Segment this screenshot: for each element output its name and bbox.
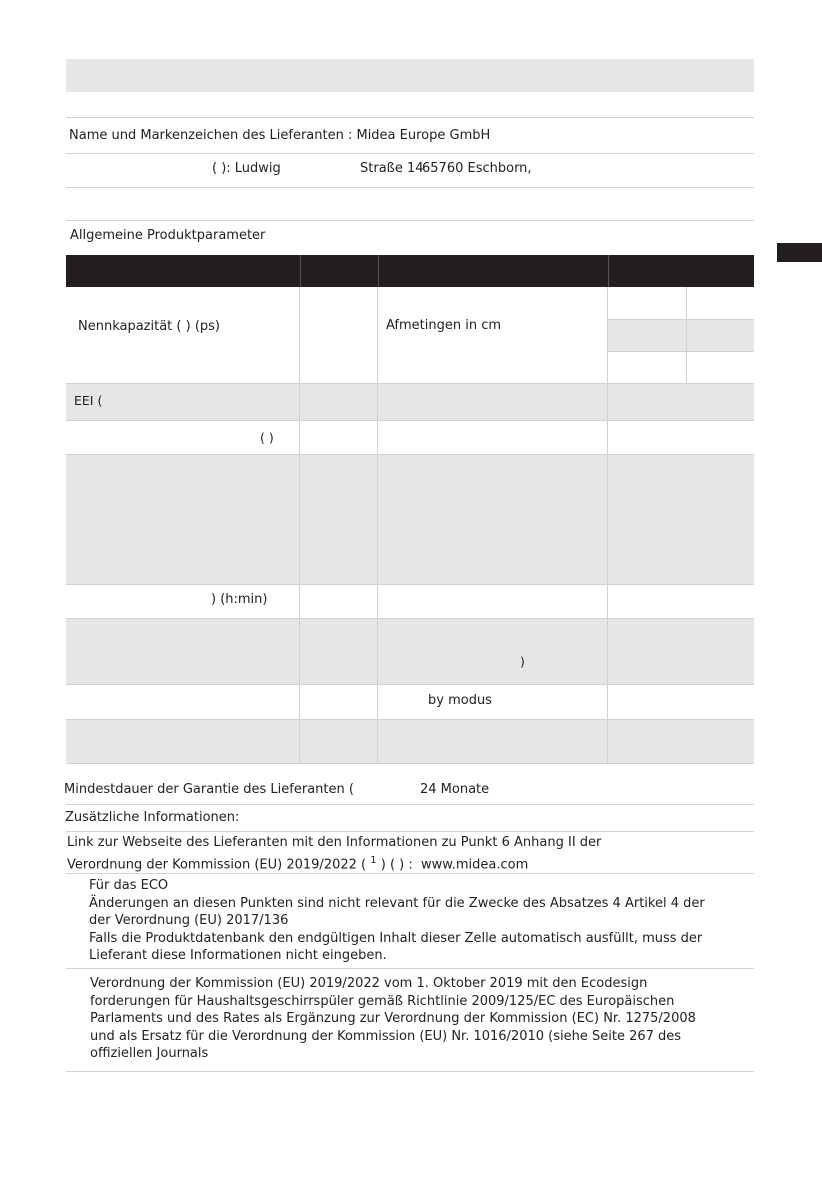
divider <box>66 220 754 221</box>
table-cell <box>300 287 378 384</box>
supplier-website-link[interactable]: www.midea.com <box>421 857 529 873</box>
table-cell <box>608 320 687 352</box>
table-cell <box>687 287 754 320</box>
table-cell <box>608 585 754 619</box>
supplier-address-street: Straße 14 <box>360 161 424 176</box>
divider <box>66 831 754 832</box>
table-cell <box>66 685 300 720</box>
warranty-label: Mindestdauer der Garantie des Lieferanten ( <box>64 782 354 797</box>
table-cell <box>300 384 378 421</box>
warranty-value: 24 Monate <box>420 782 490 797</box>
note-line: Für das ECO <box>89 878 169 893</box>
table-cell <box>608 685 754 720</box>
note-line: offiziellen Journals <box>90 1046 209 1061</box>
divider <box>66 187 754 188</box>
divider <box>66 968 754 969</box>
table-cell <box>687 320 754 352</box>
table-cell <box>608 384 754 421</box>
table-cell <box>378 619 608 685</box>
row6-right-label: ) <box>520 654 525 669</box>
dimensions-label: Afmetingen in cm <box>386 318 502 333</box>
title-band <box>66 59 754 92</box>
link-line2 <box>67 853 528 873</box>
side-tab <box>777 243 822 262</box>
note-line: Änderungen an diesen Punkten sind nicht relevant für die Zwecke des Absatzes 4 Artikel 4 der <box>89 895 705 911</box>
table-cell <box>608 455 754 585</box>
table-cell <box>300 720 378 764</box>
capacity-label: Nennkapazität ( ) (ps) <box>78 319 220 334</box>
table-cell <box>300 421 378 455</box>
note-line: Falls die Produktdatenbank den endgültigen Inhalt dieser Zelle automatisch ausfüllt, muss der <box>89 930 703 946</box>
divider <box>66 804 754 805</box>
table-row <box>66 287 300 384</box>
section-title: Allgemeine Produktparameter <box>70 228 266 243</box>
table-cell <box>300 455 378 585</box>
additional-info-label: Zusätzliche Informationen: <box>65 810 240 825</box>
table-cell <box>378 685 608 720</box>
divider <box>66 1071 754 1072</box>
table-header <box>66 255 754 287</box>
link-line1: Link zur Webseite des Lieferanten mit den Informationen zu Punkt 6 Anhang II der <box>67 835 602 850</box>
note-line: Verordnung der Kommission (EU) 2019/2022 vom 1. Oktober 2019 mit den Ecodesign <box>90 976 648 991</box>
divider <box>66 117 754 118</box>
link-line2-prefix: Verordnung der Kommission (EU) 2019/2022 ( <box>67 857 367 873</box>
row3-label: ( ) <box>260 430 274 445</box>
table-cell <box>378 287 608 384</box>
table-cell <box>300 585 378 619</box>
standby-label: by modus <box>428 693 492 708</box>
note-line: Lieferant diese Informationen nicht eingeben. <box>89 948 387 963</box>
table-cell <box>378 455 608 585</box>
note-line: forderungen für Haushaltsgeschirrspüler gemäß Richtlinie 2009/125/EC des Europäischen <box>90 993 675 1009</box>
table-cell <box>300 619 378 685</box>
table-cell <box>687 352 754 384</box>
table-cell <box>66 619 300 685</box>
supplier-address-prefix: ( ): Ludwig <box>212 161 281 176</box>
table-cell <box>66 720 300 764</box>
table-cell <box>66 455 300 585</box>
duration-label: ) (h:min) <box>211 592 268 607</box>
note-line: Parlaments und des Rates als Ergänzung zur Verordnung der Kommission (EC) Nr. 1275/2008 <box>90 1011 696 1026</box>
footnote-marker: 1 <box>370 855 377 866</box>
table-cell <box>378 421 608 455</box>
note-line: der Verordnung (EU) 2017/136 <box>89 913 289 928</box>
eei-label: EEI ( <box>74 393 103 408</box>
note-line: und als Ersatz für die Verordnung der Kommission (EU) Nr. 1016/2010 (siehe Seite 267 des <box>90 1028 682 1044</box>
table-cell <box>608 421 754 455</box>
link-line2-suffix: ) ( ) : <box>380 857 413 873</box>
table-cell <box>300 685 378 720</box>
table-cell <box>608 720 754 764</box>
table-cell <box>608 619 754 685</box>
supplier-address-city: 65760 Eschborn, <box>422 161 532 176</box>
table-cell <box>378 720 608 764</box>
table-cell <box>608 352 687 384</box>
table-cell <box>378 384 608 421</box>
table-cell <box>378 585 608 619</box>
divider <box>66 153 754 154</box>
regulation-notes <box>90 975 696 1063</box>
table-cell <box>608 287 687 320</box>
supplier-name: Name und Markenzeichen des Lieferanten : Midea Europe GmbH <box>69 128 491 143</box>
eco-notes <box>89 877 705 965</box>
divider <box>66 873 754 874</box>
